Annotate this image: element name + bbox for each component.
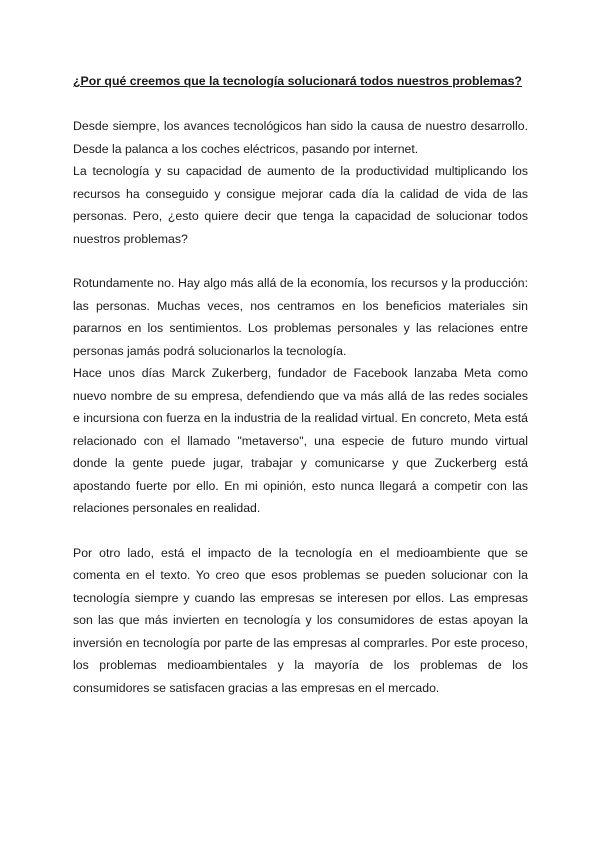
document-body <box>73 70 528 699</box>
paragraph-4: Hace unos días Marck Zukerberg, fundador de Facebook lanzaba Meta como nuevo nombre de su empresa, defendiendo que va más allá de las redes sociales e incursiona con fuerza en la industria de la realidad virtual. En concreto, Meta está relacionado con el llamado "metaverso", una especie de futuro mundo virtual donde la gente puede jugar, trabajar y comunicarse y que Zuckerberg está apostando fuerte por ello. En mi opinión, esto nunca llegará a competir con las relaciones personales en realidad. <box>73 366 528 515</box>
paragraph-2: La tecnología y su capacidad de aumento de la productividad multiplicando los recursos ha conseguido y consigue mejorar cada día la calidad de vida de las personas. Pero, ¿esto quiere decir que tenga la capacidad de solucionar todos nuestros problemas? <box>73 164 528 246</box>
paragraph-5: Por otro lado, está el impacto de la tecnología en el medioambiente que se comenta en el texto. Yo creo que esos problemas se pueden solucionar con la tecnología siempre y cuando las empresas se interesen por ellos. Las empresas son las que más invierten en tecnología y los consumidores de estas apoyan la inversión en tecnología por parte de las empresas al comprarles. Por este proceso, los problemas medioambientales y la mayoría de los problemas de los consumidores se satisfacen gracias a las empresas en el mercado. <box>73 545 528 695</box>
document-title: ¿Por qué creemos que la tecnología solucionará todos nuestros problemas? <box>73 74 522 88</box>
paragraph-1: Desde siempre, los avances tecnológicos han sido la causa de nuestro desarrollo. Desde la palanca a los coches eléctricos, pasando por internet. <box>73 119 528 156</box>
paragraph-3: Rotundamente no. Hay algo más allá de la economía, los recursos y la producción: las personas. Muchas veces, nos centramos en los beneficios materiales sin pararnos en los sentimientos. Los problemas personales y las relaciones entre personas jamás podrá solucionarlos la tecnología. <box>73 276 528 358</box>
